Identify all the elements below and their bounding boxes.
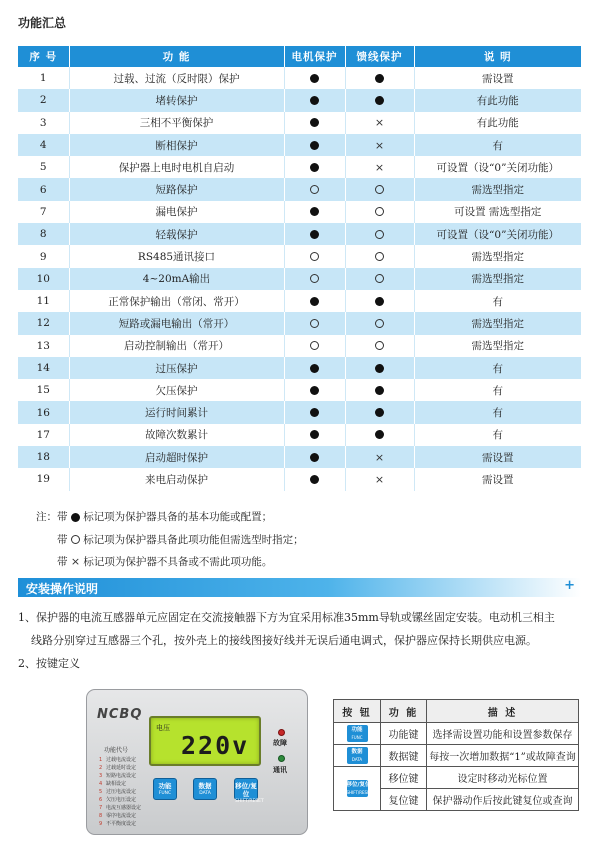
- cell-feeder: [345, 112, 414, 134]
- filled-dot-icon: [310, 297, 319, 306]
- note-prefix: 注：带: [36, 511, 68, 523]
- filled-dot-icon: [310, 207, 319, 216]
- shift-reset-key: [234, 778, 264, 804]
- filled-dot-icon: [375, 297, 384, 306]
- key-header-description: 描 述: [427, 700, 579, 723]
- cell-note: 有: [414, 290, 581, 312]
- hollow-circle-icon: [375, 185, 384, 194]
- function-codes-list: [99, 756, 141, 828]
- protector-panel-image: [86, 689, 308, 835]
- cell-no: 9: [18, 245, 69, 267]
- cell-note: 可设置（设“0”关闭功能）: [414, 156, 581, 178]
- cell-no: 4: [18, 134, 69, 156]
- function-code-text: 电流互感器设定: [106, 805, 142, 811]
- cross-mark-icon: ×: [374, 160, 385, 174]
- note-text-basic: 标记项为保护器具备的基本功能或配置；: [83, 511, 273, 523]
- key-cell-function: 移位键: [381, 767, 427, 789]
- hollow-circle-icon: [71, 535, 80, 544]
- key-row-func: [334, 723, 579, 745]
- cell-motor: [284, 446, 345, 468]
- filled-dot-icon: [310, 118, 319, 127]
- cell-no: 18: [18, 446, 69, 468]
- cell-function: 三相不平衡保护: [69, 112, 284, 134]
- cell-note: 需选型指定: [414, 312, 581, 334]
- filled-dot-icon: [310, 364, 319, 373]
- lcd-value: 220v: [181, 731, 250, 760]
- function-code-text: 缺相设定: [106, 781, 127, 787]
- filled-dot-icon: [310, 475, 319, 484]
- cell-no: 13: [18, 335, 69, 357]
- data-key-cn: 数据: [198, 782, 212, 790]
- cell-no: 7: [18, 201, 69, 223]
- lcd-label: 电压: [156, 724, 170, 732]
- cell-no: 1: [18, 67, 69, 89]
- section-banner: [18, 578, 581, 597]
- filled-dot-icon: [375, 386, 384, 395]
- cell-feeder: [345, 67, 414, 89]
- cell-function: 断相保护: [69, 134, 284, 156]
- function-code-item: [99, 764, 141, 772]
- filled-dot-icon: [310, 163, 319, 172]
- cell-function: 故障次数累计: [69, 424, 284, 446]
- function-code-item: [99, 788, 141, 796]
- filled-dot-icon: [375, 74, 384, 83]
- hollow-circle-icon: [375, 207, 384, 216]
- cell-note: 有: [414, 357, 581, 379]
- cell-motor: [284, 223, 345, 245]
- filled-dot-icon: [310, 430, 319, 439]
- header-note: 说 明: [414, 46, 581, 67]
- hollow-circle-icon: [375, 252, 384, 261]
- cell-feeder: [345, 401, 414, 423]
- plus-icon: +: [564, 578, 575, 593]
- cell-feeder: [345, 89, 414, 111]
- note-text-optional: 标记项为保护器具备此项功能但需选型时指定；: [83, 533, 304, 546]
- cell-function: 启动超时保护: [69, 446, 284, 468]
- key-cell-button: [334, 745, 381, 767]
- cell-no: 2: [18, 89, 69, 111]
- instruction-2-title: 2、按键定义: [18, 657, 80, 670]
- function-code-number: 9: [99, 821, 103, 827]
- cell-function: 运行时间累计: [69, 401, 284, 423]
- function-codes-title: 功能代号: [104, 747, 129, 754]
- cell-note: 可设置（设“0”关闭功能）: [414, 223, 581, 245]
- key-cell-description: 保护器动作后按此键复位或查询: [427, 789, 579, 811]
- table-row: [18, 245, 581, 267]
- shift-reset-key-icon-cn: 移位/复位: [346, 782, 371, 788]
- table-row: [18, 468, 581, 490]
- cell-function: 短路或漏电输出（常开）: [69, 312, 284, 334]
- data-key-icon: [347, 747, 368, 764]
- data-key-icon-cn: 数据: [351, 749, 363, 755]
- shift-reset-key-icon: [346, 780, 373, 797]
- function-code-number: 1: [99, 757, 103, 763]
- cell-note: 需设置: [414, 446, 581, 468]
- note-line-none: [36, 551, 304, 574]
- cell-note: 有: [414, 401, 581, 423]
- filled-dot-icon: [310, 74, 319, 83]
- cross-mark-icon: ×: [70, 555, 81, 568]
- filled-dot-icon: [310, 453, 319, 462]
- table-row: [18, 446, 581, 468]
- function-code-item: [99, 796, 141, 804]
- shift-reset-key-icon-en: SHIFT/RESET: [346, 790, 373, 795]
- data-key-en: DATA: [199, 791, 211, 796]
- comm-led-icon: [278, 755, 285, 762]
- function-code-text: 零序电流设定: [106, 813, 137, 819]
- function-code-item: [99, 820, 141, 828]
- instructions: [18, 606, 583, 675]
- cell-feeder: [345, 335, 414, 357]
- cell-motor: [284, 67, 345, 89]
- key-cell-function: 功能键: [381, 723, 427, 745]
- function-code-number: 2: [99, 765, 103, 771]
- func-key: [153, 778, 177, 800]
- cell-motor: [284, 290, 345, 312]
- cell-motor: [284, 134, 345, 156]
- cell-no: 17: [18, 424, 69, 446]
- function-code-text: 过载电流设定: [106, 757, 137, 763]
- cell-no: 11: [18, 290, 69, 312]
- hollow-circle-icon: [310, 319, 319, 328]
- func-key-cn: 功能: [158, 782, 172, 790]
- header-function: 功 能: [69, 46, 284, 67]
- cell-feeder: [345, 468, 414, 490]
- cross-mark-icon: ×: [374, 138, 385, 152]
- shift-reset-key-en: SHIFT/RESET: [235, 799, 264, 804]
- function-code-text: 过载延时设定: [106, 765, 137, 771]
- cell-no: 12: [18, 312, 69, 334]
- cell-function: 启动控制输出（常开）: [69, 335, 284, 357]
- cell-feeder: [345, 245, 414, 267]
- func-key-icon: [347, 725, 368, 742]
- shift-reset-key-cn: 移位/复位: [235, 782, 257, 798]
- cell-note: 有此功能: [414, 89, 581, 111]
- table-row: [18, 401, 581, 423]
- table-row: [18, 67, 581, 89]
- function-code-item: [99, 780, 141, 788]
- function-summary-table: [18, 46, 581, 491]
- filled-dot-icon: [375, 364, 384, 373]
- function-code-number: 8: [99, 813, 103, 819]
- cell-function: 保护器上电时电机自启动: [69, 156, 284, 178]
- hollow-circle-icon: [310, 185, 319, 194]
- cell-note: 需选型指定: [414, 335, 581, 357]
- cell-note: 需选型指定: [414, 268, 581, 290]
- key-cell-button: [334, 723, 381, 745]
- function-code-number: 5: [99, 789, 103, 795]
- table-row: [18, 156, 581, 178]
- cell-motor: [284, 89, 345, 111]
- cell-note: 需设置: [414, 67, 581, 89]
- cross-mark-icon: ×: [374, 116, 385, 130]
- note-line-optional: [36, 529, 304, 552]
- hollow-circle-icon: [310, 274, 319, 283]
- cell-no: 14: [18, 357, 69, 379]
- cell-function: 短路保护: [69, 178, 284, 200]
- hollow-circle-icon: [375, 319, 384, 328]
- fault-led-label: 故障: [273, 739, 287, 747]
- cell-function: 欠压保护: [69, 379, 284, 401]
- cross-mark-icon: ×: [374, 450, 385, 464]
- func-key-en: FUNC: [158, 791, 172, 796]
- filled-dot-icon: [375, 408, 384, 417]
- cell-feeder: [345, 379, 414, 401]
- cell-function: 漏电保护: [69, 201, 284, 223]
- key-header-function: 功 能: [381, 700, 427, 723]
- cell-feeder: [345, 134, 414, 156]
- hollow-circle-icon: [375, 230, 384, 239]
- cell-no: 19: [18, 468, 69, 490]
- filled-dot-icon: [310, 141, 319, 150]
- function-code-item: [99, 756, 141, 764]
- cell-motor: [284, 379, 345, 401]
- cell-note: 需选型指定: [414, 178, 581, 200]
- cell-motor: [284, 312, 345, 334]
- table-row: [18, 112, 581, 134]
- cell-feeder: [345, 312, 414, 334]
- cell-note: 有: [414, 424, 581, 446]
- cell-function: 来电启动保护: [69, 468, 284, 490]
- key-table-header: [334, 700, 579, 723]
- function-code-text: 过压电流设定: [106, 789, 137, 795]
- table-row: [18, 379, 581, 401]
- note-prefix-3: 带: [57, 556, 68, 568]
- key-definition-table: [333, 699, 579, 811]
- filled-dot-icon: [71, 513, 80, 522]
- cell-motor: [284, 335, 345, 357]
- func-key-icon-cn: 功能: [351, 727, 363, 733]
- data-key-icon-en: DATA: [351, 757, 363, 762]
- table-row: [18, 312, 581, 334]
- filled-dot-icon: [375, 430, 384, 439]
- cross-mark-icon: ×: [374, 472, 385, 486]
- function-code-item: [99, 812, 141, 820]
- cell-motor: [284, 401, 345, 423]
- note-text-none: 标记项为保护器不具备或不需此项功能。: [83, 556, 273, 568]
- cell-note: 有: [414, 379, 581, 401]
- function-code-text: 不平衡度设定: [106, 821, 137, 827]
- func-key-icon-en: FUNC: [351, 735, 363, 740]
- filled-dot-icon: [310, 230, 319, 239]
- cell-feeder: [345, 201, 414, 223]
- instruction-1-line-2: 线路分别穿过互感器三个孔，按外壳上的接线图接好线并无误后通电调式，保护器应保持长期供应电源。: [31, 634, 537, 647]
- lcd-display: [149, 716, 261, 766]
- table-row: [18, 178, 581, 200]
- function-code-number: 6: [99, 797, 103, 803]
- cell-feeder: [345, 290, 414, 312]
- function-code-item: [99, 772, 141, 780]
- cell-function: RS485通讯接口: [69, 245, 284, 267]
- table-header-row: [18, 46, 581, 67]
- function-code-text: 欠压电压设定: [106, 797, 137, 803]
- hollow-circle-icon: [375, 341, 384, 350]
- filled-dot-icon: [310, 96, 319, 105]
- table-body: [18, 67, 581, 491]
- key-cell-description: 每按一次增加数据“1”或故障查询: [427, 745, 579, 767]
- cell-motor: [284, 245, 345, 267]
- table-row: [18, 357, 581, 379]
- key-row-data: [334, 745, 579, 767]
- table-row: [18, 335, 581, 357]
- table-row: [18, 89, 581, 111]
- key-cell-description: 选择需设置功能和设置参数保存: [427, 723, 579, 745]
- table-row: [18, 201, 581, 223]
- banner-title: 安装操作说明: [26, 582, 99, 596]
- note-line-basic: [36, 506, 304, 529]
- brand-logo: NCBQ: [97, 707, 143, 722]
- cell-note: 需设置: [414, 468, 581, 490]
- cell-function: 过压保护: [69, 357, 284, 379]
- filled-dot-icon: [310, 408, 319, 417]
- fault-led-icon: [278, 729, 285, 736]
- key-header-button: 按 钮: [334, 700, 381, 723]
- cell-function: 堵转保护: [69, 89, 284, 111]
- cell-no: 8: [18, 223, 69, 245]
- key-cell-function: 数据键: [381, 745, 427, 767]
- header-motor: 电机保护: [284, 46, 345, 67]
- cell-motor: [284, 468, 345, 490]
- cell-note: 需选型指定: [414, 245, 581, 267]
- cell-no: 6: [18, 178, 69, 200]
- header-no: 序 号: [18, 46, 69, 67]
- function-code-number: 4: [99, 781, 103, 787]
- key-cell-description: 设定时移动光标位置: [427, 767, 579, 789]
- function-code-number: 3: [99, 773, 103, 779]
- table-row: [18, 424, 581, 446]
- cell-no: 16: [18, 401, 69, 423]
- key-row-shift: [334, 767, 579, 789]
- header-feeder: 馈线保护: [345, 46, 414, 67]
- cell-note: 有此功能: [414, 112, 581, 134]
- cell-no: 3: [18, 112, 69, 134]
- function-code-number: 7: [99, 805, 103, 811]
- function-code-text: 短路电流设定: [106, 773, 137, 779]
- instruction-1-line-1: 1、保护器的电流互感器单元应固定在交流接触器下方为宜采用标准35mm导轨或镙丝固定安装。电动机三相主: [18, 611, 555, 624]
- cell-feeder: [345, 268, 414, 290]
- cell-feeder: [345, 446, 414, 468]
- note-prefix-2: 带: [57, 533, 68, 546]
- comm-led-label: 通讯: [273, 766, 287, 774]
- filled-dot-icon: [375, 96, 384, 105]
- cell-motor: [284, 112, 345, 134]
- section-title: 功能汇总: [18, 16, 67, 30]
- cell-no: 10: [18, 268, 69, 290]
- cell-motor: [284, 178, 345, 200]
- cell-feeder: [345, 178, 414, 200]
- hollow-circle-icon: [310, 252, 319, 261]
- key-cell-button: [334, 767, 381, 811]
- table-row: [18, 268, 581, 290]
- cell-motor: [284, 424, 345, 446]
- table-row: [18, 290, 581, 312]
- cell-motor: [284, 201, 345, 223]
- data-key: [193, 778, 217, 800]
- filled-dot-icon: [310, 386, 319, 395]
- cell-feeder: [345, 357, 414, 379]
- cell-function: 轻载保护: [69, 223, 284, 245]
- cell-function: 过载、过流（反时限）保护: [69, 67, 284, 89]
- cell-feeder: [345, 223, 414, 245]
- table-row: [18, 134, 581, 156]
- function-code-item: [99, 804, 141, 812]
- cell-function: 4~20mA输出: [69, 268, 284, 290]
- hollow-circle-icon: [375, 274, 384, 283]
- cell-motor: [284, 357, 345, 379]
- cell-function: 正常保护输出（常闭、常开）: [69, 290, 284, 312]
- cell-note: 有: [414, 134, 581, 156]
- legend-notes: [36, 506, 304, 574]
- cell-feeder: [345, 156, 414, 178]
- key-cell-function: 复位键: [381, 789, 427, 811]
- cell-no: 15: [18, 379, 69, 401]
- cell-note: 可设置 需选型指定: [414, 201, 581, 223]
- cell-motor: [284, 156, 345, 178]
- cell-no: 5: [18, 156, 69, 178]
- cell-motor: [284, 268, 345, 290]
- hollow-circle-icon: [310, 341, 319, 350]
- cell-feeder: [345, 424, 414, 446]
- table-row: [18, 223, 581, 245]
